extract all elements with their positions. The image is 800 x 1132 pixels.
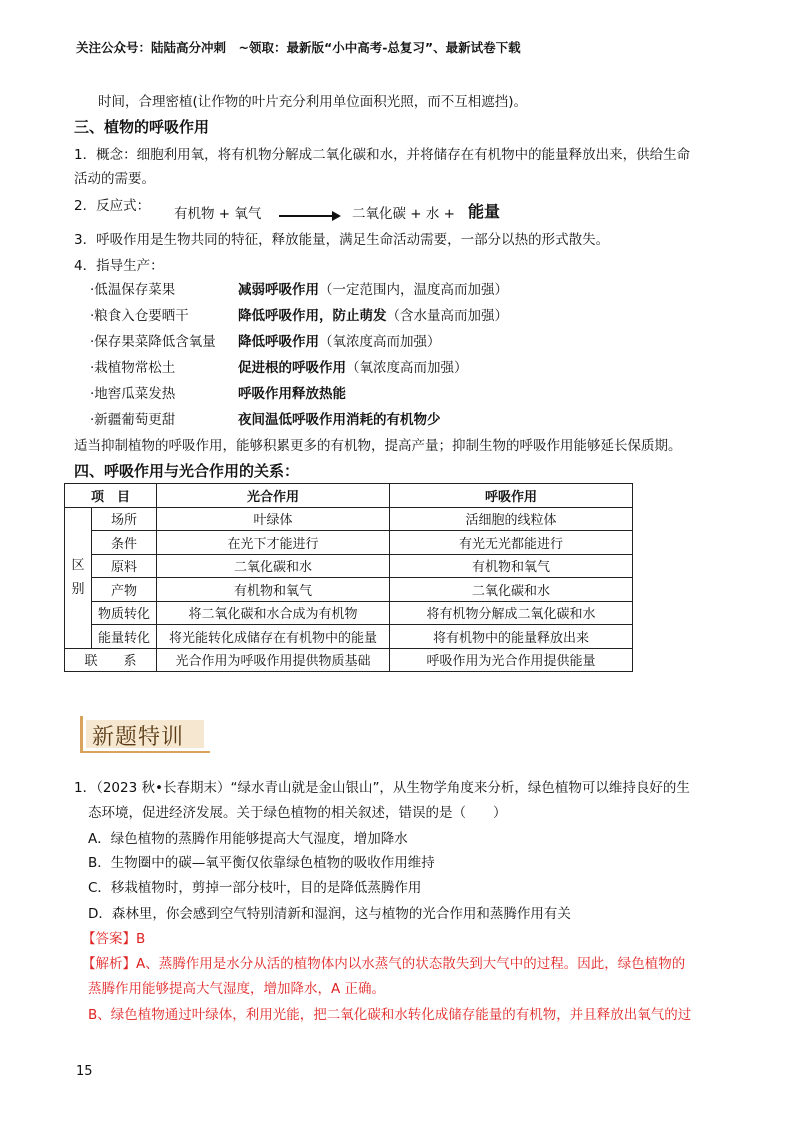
guide-practice: ·栽植物常松土 (90, 360, 176, 376)
table-row (65, 648, 633, 672)
section4-title: 四、呼吸作用与光合作用的关系： (74, 462, 300, 480)
guide-effect: 夜间温低呼吸作用消耗的有机物少 (238, 412, 441, 428)
reaction-left: 有机物 + 氧气 (174, 206, 262, 222)
table-cell: 原料 (92, 554, 157, 578)
table-cell: 叶绿体 (157, 507, 390, 531)
table-row (65, 507, 633, 531)
reaction-energy: 能量 (468, 202, 501, 221)
table-cell: 呼吸作用为光合作用提供能量 (390, 648, 633, 672)
option-a: A．绿色植物的蒸腾作用能够提高大气湿度，增加降水 (88, 831, 408, 847)
section3-title: 三、植物的呼吸作用 (74, 118, 210, 136)
guide-effect: 减弱呼吸作用 (238, 282, 319, 298)
table-cell: 活细胞的线粒体 (390, 507, 633, 531)
summary-line: 适当抑制植物的呼吸作用，能够积累更多的有机物，提高产量；抑制生物的呼吸作用能够延长保质期。 (74, 438, 682, 454)
guide-practice: ·保存果菜降低含氧量 (90, 334, 216, 350)
table-row (65, 578, 633, 602)
table-cell: 有机物和氧气 (390, 554, 633, 578)
comparison-table (64, 483, 633, 672)
table-header: 光合作用 (157, 484, 390, 508)
table-cell: 场所 (92, 507, 157, 531)
guide-note: （含水量高而加强） (386, 308, 508, 324)
table-cell: 将有机物分解成二氧化碳和水 (390, 601, 633, 625)
table-row (65, 625, 633, 649)
guide-practice: ·新疆葡萄更甜 (90, 412, 176, 428)
question-stem-2: 态环境，促进经济发展。关于绿色植物的相关叙述，错误的是（ ） (88, 805, 507, 821)
table-header: 呼吸作用 (390, 484, 633, 508)
analysis-line-3: B、绿色植物通过叶绿体，利用光能，把二氧化碳和水转化成储存能量的有机物，并且释放出氧气的过 (88, 1007, 692, 1023)
table-cell: 产物 (92, 578, 157, 602)
table-cell: 条件 (92, 531, 157, 555)
guide-practice: ·地窖瓜菜发热 (90, 386, 176, 402)
banner-title: 新题特训 (92, 725, 185, 750)
guide-effect: 促进根的呼吸作用 (238, 360, 346, 376)
guide-practice: ·低温保存菜果 (90, 282, 176, 298)
concept-line-2: 活动的需要。 (74, 171, 155, 187)
table-cell: 二氧化碳和水 (390, 578, 633, 602)
guide-note: （氧浓度高而加强） (346, 360, 468, 376)
table-header-row (65, 484, 633, 508)
table-cell: 二氧化碳和水 (157, 554, 390, 578)
table-row (65, 531, 633, 555)
item-4: 4．指导生产： (74, 258, 164, 274)
concept-line-1: 1．概念：细胞利用氧，将有机物分解成二氧化碳和水，并将储存在有机物中的能量释放出来，供给生命 (74, 147, 691, 163)
item-3: 3．呼吸作用是生物共同的特征，释放能量，满足生命活动需要，一部分以热的形式散失。 (74, 232, 610, 248)
guide-effect: 呼吸作用释放热能 (238, 386, 346, 402)
guide-note: （一定范围内，温度高而加强） (319, 282, 508, 298)
table-row (65, 601, 633, 625)
table-cell: 有光无光都能进行 (390, 531, 633, 555)
table-cell: 将二氧化碳和水合成为有机物 (157, 601, 390, 625)
option-c: C．移栽植物时，剪掉一部分枝叶，目的是降低蒸腾作用 (88, 880, 422, 896)
option-b: B．生物圈中的碳—氧平衡仅依靠绿色植物的吸收作用维持 (88, 855, 435, 871)
guide-practice: ·粮食入仓要晒干 (90, 308, 189, 324)
table-cell: 能量转化 (92, 625, 157, 649)
table-cell: 有机物和氧气 (157, 578, 390, 602)
reaction-arrow-icon (279, 215, 339, 217)
answer-line: 【答案】B (82, 931, 146, 947)
intro-line: 时间，合理密植(让作物的叶片充分利用单位面积光照，而不互相遮挡)。 (98, 94, 528, 110)
table-cell: 光合作用为呼吸作用提供物质基础 (157, 648, 390, 672)
analysis-line-2: 蒸腾作用能够提高大气湿度，增加降水，A 正确。 (88, 981, 386, 997)
section-banner (80, 716, 210, 752)
difference-label: 区 别 (65, 507, 92, 648)
reaction-label: 2．反应式： (74, 198, 151, 214)
table-cell: 将光能转化成储存在有机物中的能量 (157, 625, 390, 649)
table-cell: 物质转化 (92, 601, 157, 625)
guide-effect: 降低呼吸作用，防止萌发 (238, 308, 387, 324)
link-label: 联 系 (65, 648, 157, 672)
reaction-right: 二氧化碳 + 水 + (352, 206, 455, 222)
table-cell: 在光下才能进行 (157, 531, 390, 555)
table-header: 项 目 (65, 484, 157, 508)
option-d: D．森林里，你会感到空气特别清新和湿润，这与植物的光合作用和蒸腾作用有关 (88, 906, 571, 922)
page-header: 关注公众号：陆陆高分冲刺 ~领取：最新版“小中高考-总复习”、最新试卷下载 (76, 40, 521, 55)
table-cell: 将有机物中的能量释放出来 (390, 625, 633, 649)
question-stem-1: 1．（2023 秋•长春期末）“绿水青山就是金山银山”，从生物学角度来分析，绿色植物可以维持良好的生 (74, 780, 690, 796)
guide-effect: 降低呼吸作用 (238, 334, 319, 350)
page-number: 15 (76, 1064, 93, 1079)
guide-note: （氧浓度高而加强） (319, 334, 441, 350)
table-row (65, 554, 633, 578)
analysis-line-1: 【解析】A、蒸腾作用是水分从活的植物体内以水蒸气的状态散失到大气中的过程。因此，绿色植物的 (82, 956, 686, 972)
